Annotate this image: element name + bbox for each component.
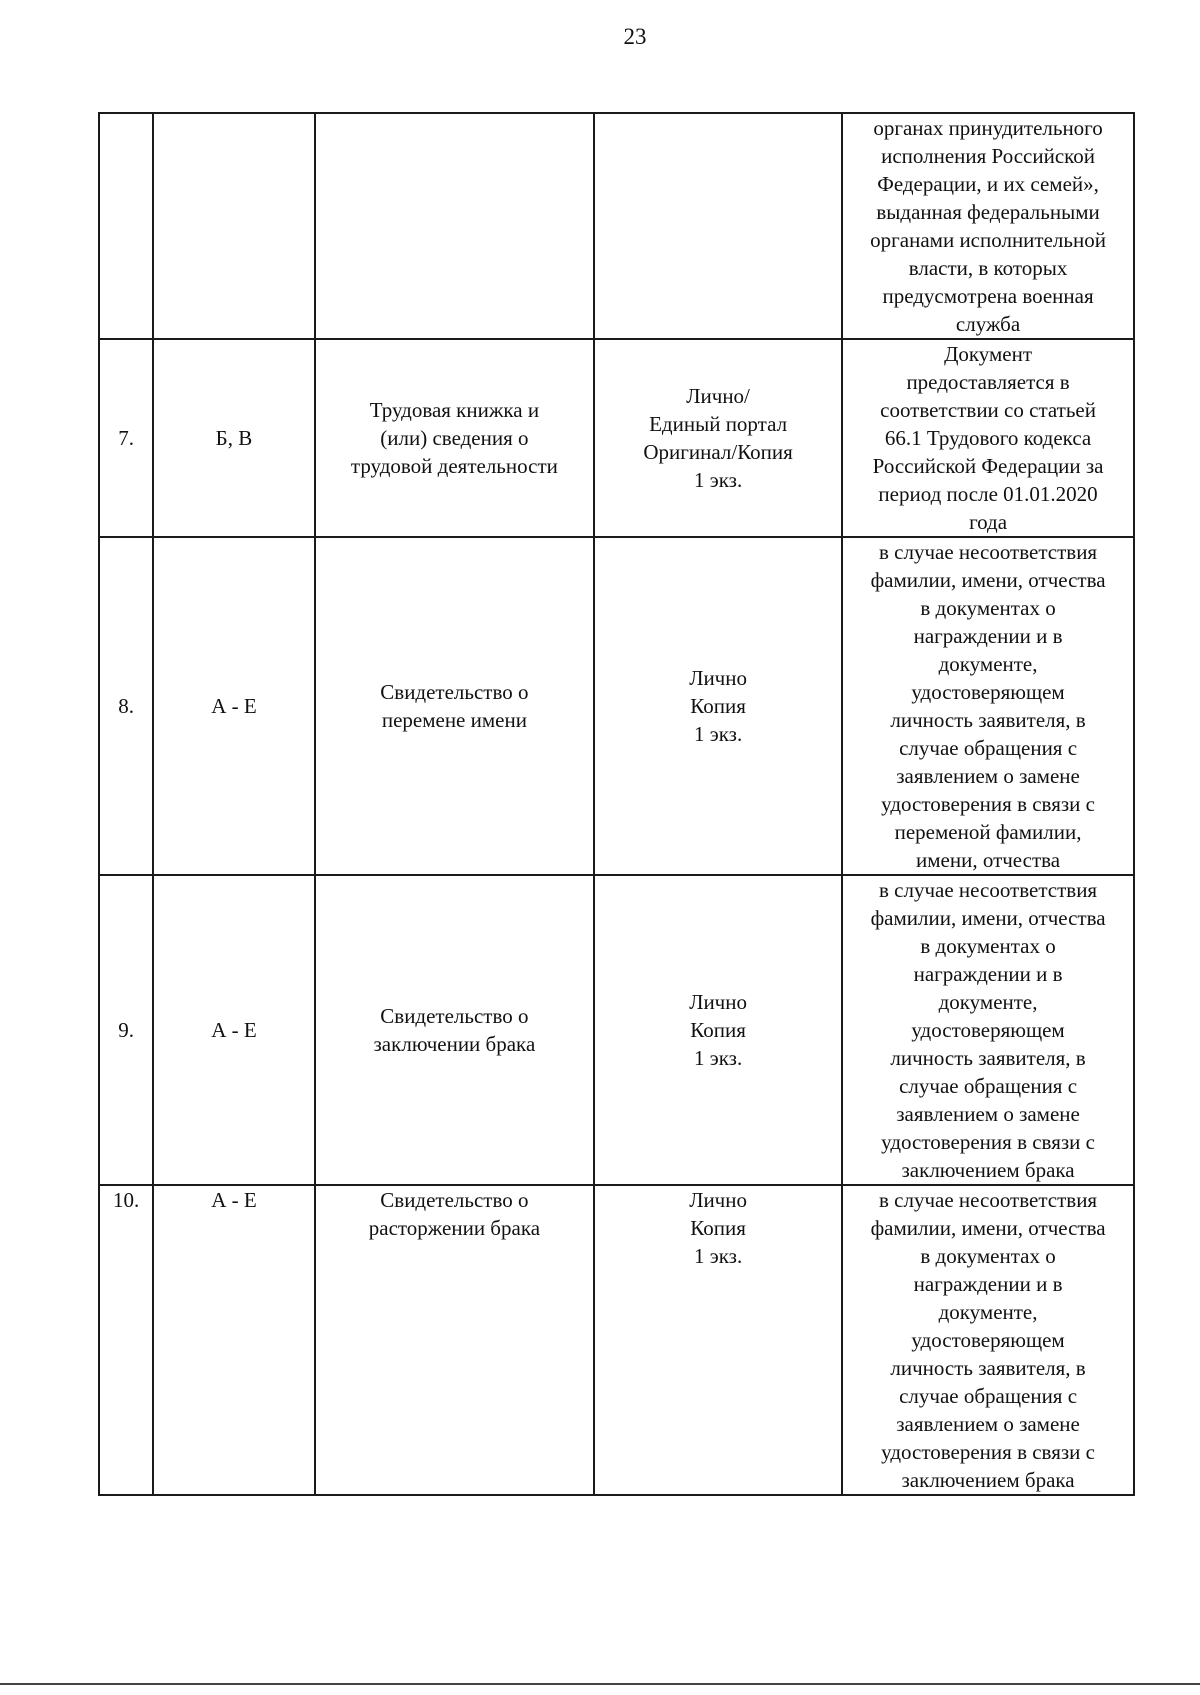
note-cell-line: Документ (944, 342, 1033, 366)
note-cell-line: Федерации, и их семей», (877, 172, 1099, 196)
note-cell (842, 537, 1134, 875)
document-name-cell-line: Свидетельство о (380, 1004, 529, 1028)
submission-method-cell (594, 537, 842, 875)
note-cell-line: предусмотрена военная (882, 284, 1094, 308)
document-name-cell-line: Трудовая книжка и (369, 398, 540, 422)
note-cell-line: исполнения Российской (881, 144, 1096, 168)
note-cell-line: случае обращения с (899, 736, 1078, 760)
applicant-groups-cell: А - Е (153, 1185, 315, 1495)
note-cell-line: удостоверения в связи с (881, 792, 1095, 816)
document-name-cell-line: перемене имени (381, 708, 527, 732)
note-cell-line: документе, (938, 990, 1038, 1014)
submission-method-cell-line: Копия (690, 694, 746, 718)
applicant-groups-cell: А - Е (153, 537, 315, 875)
applicant-groups-cell (153, 113, 315, 339)
note-cell-line: соответствии со статьей (880, 398, 1096, 422)
note-cell-line: в случае несоответствия (879, 540, 1098, 564)
submission-method-cell (594, 1185, 842, 1495)
submission-method-cell-line: Оригинал/Копия (643, 440, 793, 464)
note-cell-line: служба (955, 312, 1021, 336)
note-cell-line: личность заявителя, в (890, 1356, 1086, 1380)
note-cell-line: личность заявителя, в (890, 1046, 1086, 1070)
row-number-cell: 7. (99, 339, 153, 537)
note-cell-line: удостоверяющем (911, 1018, 1065, 1042)
note-cell-line: случае обращения с (899, 1384, 1078, 1408)
note-cell-line: года (969, 510, 1008, 534)
submission-method-cell-line: Лично (689, 666, 747, 690)
row-number-cell: 9. (99, 875, 153, 1185)
note-cell-line: награждении и в (913, 624, 1063, 648)
document-name-cell (315, 113, 594, 339)
table-body (99, 113, 1134, 1495)
table-row (99, 875, 1134, 1185)
submission-method-cell-line: Копия (690, 1216, 746, 1240)
note-cell-line: фамилии, имени, отчества (870, 568, 1106, 592)
submission-method-cell (594, 113, 842, 339)
submission-method-cell-line: Единый портал (649, 412, 788, 436)
note-cell-line: награждении и в (913, 962, 1063, 986)
note-cell-line: выданная федеральными (876, 200, 1100, 224)
row-number-cell: 8. (99, 537, 153, 875)
note-cell-line: в документах о (920, 1244, 1056, 1268)
note-cell-line: Российской Федерации за (872, 454, 1104, 478)
submission-method-cell-line: Лично (689, 1188, 747, 1212)
note-cell-line: власти, в которых (908, 256, 1068, 280)
note-cell-line: случае обращения с (899, 1074, 1078, 1098)
note-cell-line: документе, (938, 652, 1038, 676)
note-cell (842, 875, 1134, 1185)
note-cell-line: органами исполнительной (870, 228, 1106, 252)
submission-method-cell (594, 339, 842, 537)
note-cell-line: удостоверения в связи с (881, 1440, 1095, 1464)
note-cell-line: в случае несоответствия (879, 878, 1098, 902)
submission-method-cell-line: Копия (690, 1018, 746, 1042)
note-cell-line: удостоверяющем (911, 1328, 1065, 1352)
document-name-cell (315, 875, 594, 1185)
note-cell-line: в случае несоответствия (879, 1188, 1098, 1212)
row-number-cell: 10. (99, 1185, 153, 1495)
note-cell (842, 113, 1134, 339)
note-cell-line: заявлением о замене (896, 764, 1080, 788)
document-name-cell (315, 537, 594, 875)
note-cell-line: награждении и в (913, 1272, 1063, 1296)
note-cell-line: заявлением о замене (896, 1412, 1080, 1436)
row-number-cell (99, 113, 153, 339)
table-row (99, 1185, 1134, 1495)
document-name-cell-line: Свидетельство о (380, 1188, 529, 1212)
note-cell-line: 66.1 Трудового кодекса (884, 426, 1092, 450)
note-cell-line: имени, отчества (916, 848, 1061, 872)
table-row (99, 339, 1134, 537)
page-number: 23 (623, 24, 647, 49)
note-cell-line: фамилии, имени, отчества (870, 906, 1106, 930)
submission-method-cell-line: Лично/ (686, 384, 750, 408)
note-cell (842, 339, 1134, 537)
submission-method-cell (594, 875, 842, 1185)
document-name-cell (315, 1185, 594, 1495)
note-cell-line: предоставляется в (906, 370, 1070, 394)
document-name-cell-line: трудовой деятельности (350, 454, 558, 478)
documents-table (98, 112, 1135, 1496)
document-name-cell-line: Свидетельство о (380, 680, 529, 704)
note-cell-line: удостоверения в связи с (881, 1130, 1095, 1154)
note-cell (842, 1185, 1134, 1495)
applicant-groups-cell: А - Е (153, 875, 315, 1185)
note-cell-line: личность заявителя, в (890, 708, 1086, 732)
note-cell-line: переменой фамилии, (894, 820, 1082, 844)
page-bottom-rule (0, 1683, 1200, 1685)
note-cell-line: в документах о (920, 934, 1056, 958)
applicant-groups-cell: Б, В (153, 339, 315, 537)
table-row (99, 537, 1134, 875)
submission-method-cell-line: 1 экз. (693, 722, 743, 746)
submission-method-cell-line: 1 экз. (693, 468, 743, 492)
note-cell-line: заявлением о замене (896, 1102, 1080, 1126)
table-row (99, 113, 1134, 339)
note-cell-line: период после 01.01.2020 (878, 482, 1098, 506)
note-cell-line: органах принудительного (873, 116, 1103, 140)
document-name-cell (315, 339, 594, 537)
note-cell-line: документе, (938, 1300, 1038, 1324)
submission-method-cell-line: Лично (689, 990, 747, 1014)
note-cell-line: фамилии, имени, отчества (870, 1216, 1106, 1240)
document-name-cell-line: расторжении брака (368, 1216, 541, 1240)
submission-method-cell-line: 1 экз. (693, 1244, 743, 1268)
note-cell-line: удостоверяющем (911, 680, 1065, 704)
note-cell-line: заключением брака (901, 1158, 1075, 1182)
submission-method-cell-line: 1 экз. (693, 1046, 743, 1070)
document-name-cell-line: (или) сведения о (380, 426, 529, 450)
note-cell-line: заключением брака (901, 1468, 1075, 1492)
document-name-cell-line: заключении брака (373, 1032, 536, 1056)
note-cell-line: в документах о (920, 596, 1056, 620)
